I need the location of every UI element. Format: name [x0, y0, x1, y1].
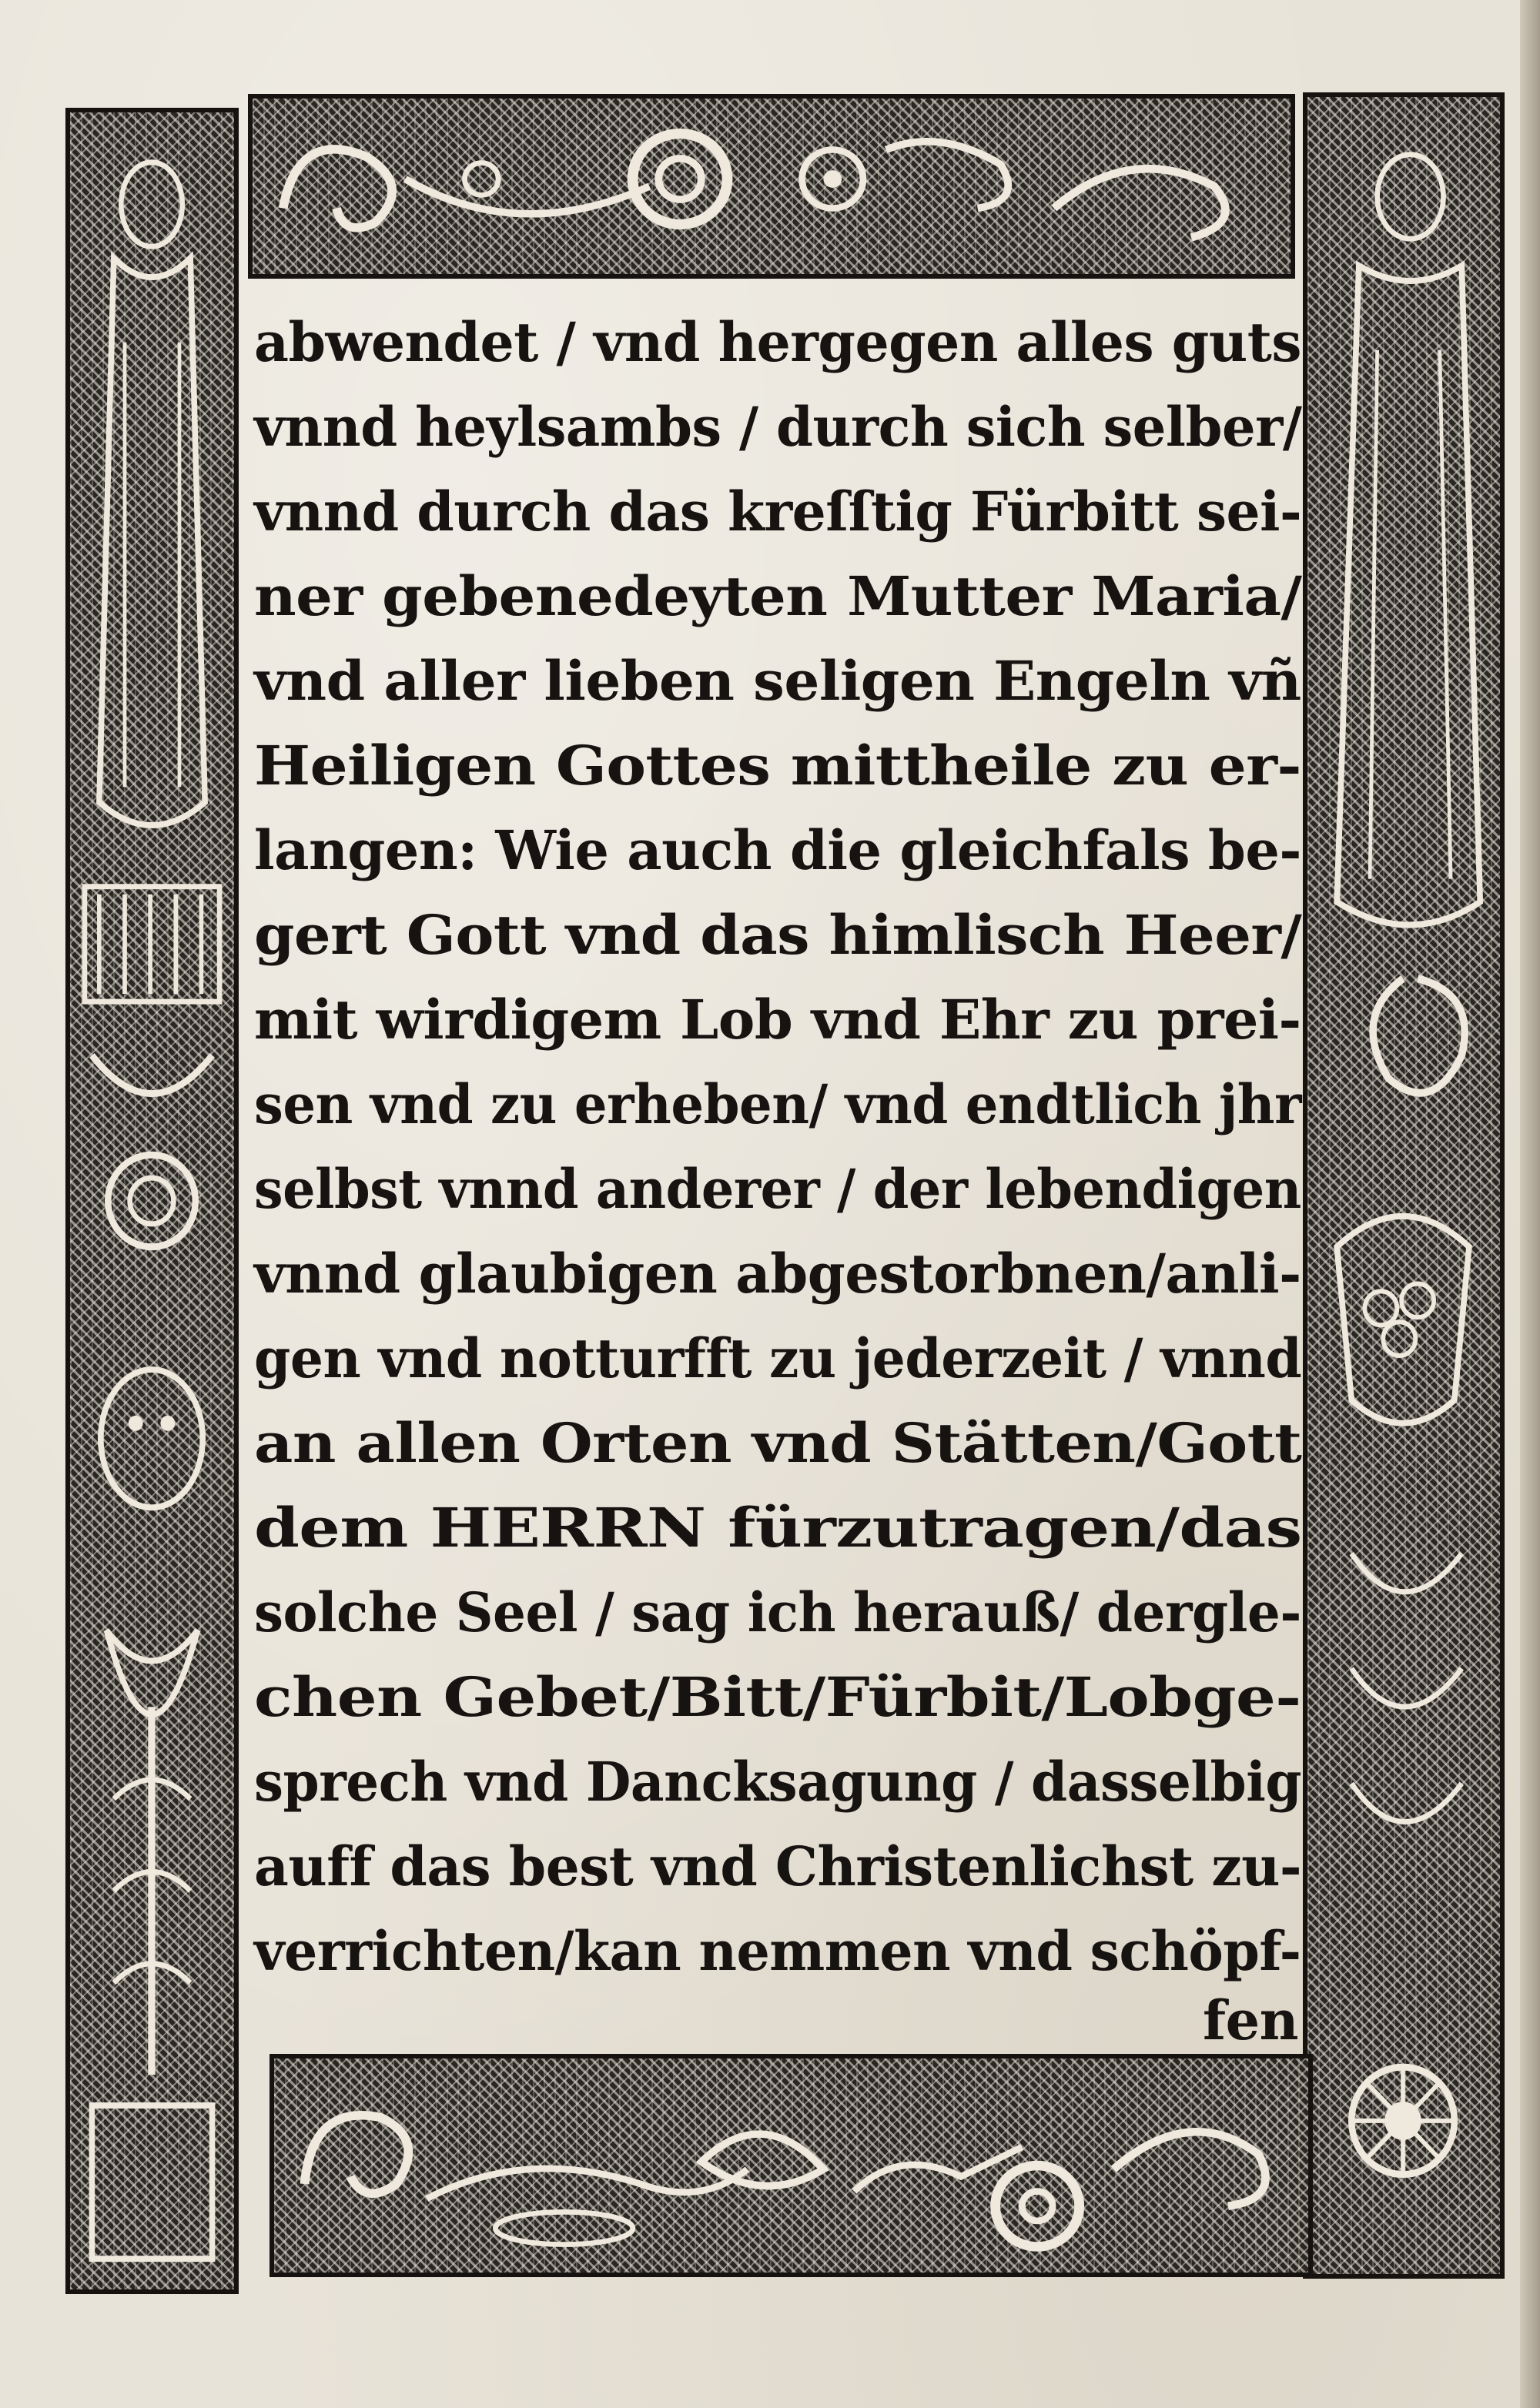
text-line: sprech vnd Dancksagung / dasselbig: [254, 1750, 1302, 1814]
top-woodcut-border: [248, 94, 1295, 279]
top-border-ornament: [253, 99, 1291, 274]
text-line: auff das best vnd Christenlichst zu-: [254, 1834, 1302, 1898]
text-line: sen vnd zu erheben/ vnd endtlich jhr: [254, 1072, 1302, 1136]
text-line: gert Gott vnd das himlisch Heer/: [254, 903, 1302, 967]
text-line: abwendet / vnd hergegen alles guts: [254, 310, 1301, 374]
right-border-ornament: [1307, 97, 1500, 2274]
catchword: fen: [1202, 1988, 1298, 2052]
bottom-woodcut-border: [270, 2054, 1313, 2277]
text-line: Heiligen Gottes mittheile zu er-: [254, 734, 1301, 798]
text-line: vnnd heylsambs / durch sich selber/: [254, 395, 1302, 459]
left-border-ornament: [70, 112, 234, 2289]
text-line: verrichten/kan nemmen vnd schöpf-: [254, 1919, 1301, 1983]
text-line: langen: Wie auch die gleichfals be-: [254, 818, 1301, 882]
text-line: ner gebenedeyten Mutter Maria/: [254, 564, 1302, 628]
book-spine-edge: [1520, 0, 1540, 2408]
text-line: vnnd durch das kreſſtig Fürbitt sei-: [254, 480, 1302, 543]
bottom-border-ornament: [274, 2059, 1308, 2273]
text-line: solche Seel / sag ich herauß/ dergle-: [254, 1580, 1301, 1644]
body-text-block: [254, 304, 1309, 2052]
text-line: chen Gebet/Bitt/Fürbit/Lobge-: [254, 1665, 1301, 1729]
text-line: an allen Orten vnd Stätten/Gott: [254, 1411, 1302, 1475]
right-woodcut-border: [1303, 92, 1505, 2279]
text-line: dem HERRN fürzutragen/das: [254, 1496, 1302, 1560]
text-line: selbst vnnd anderer / der lebendigen: [254, 1157, 1301, 1221]
text-line: vnnd glaubigen abgestorbnen/anli-: [254, 1242, 1301, 1306]
text-line: mit wirdigem Lob vnd Ehr zu prei-: [254, 988, 1301, 1052]
text-line: gen vnd notturfft zu jederzeit / vnnd: [254, 1326, 1302, 1390]
left-woodcut-border: [65, 108, 239, 2294]
text-line: vnd aller lieben seligen Engeln vñ: [254, 649, 1301, 713]
